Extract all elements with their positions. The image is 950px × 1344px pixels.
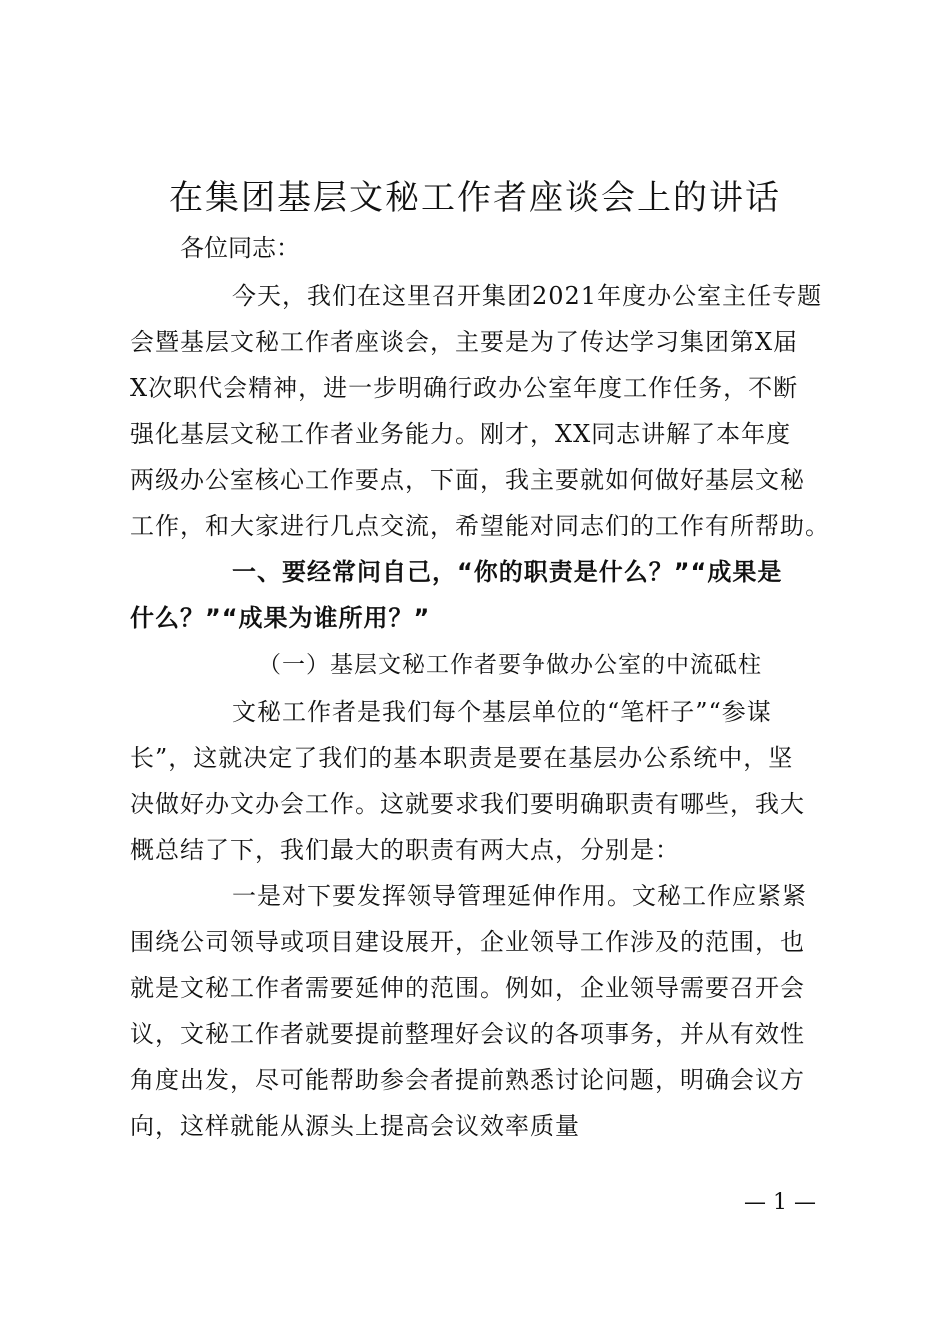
greeting: 各位同志：: [180, 234, 300, 262]
paragraph-line: 文秘工作者是我们每个基层单位的“笔杆子”“参谋: [232, 698, 772, 726]
paragraph-line: 议，文秘工作者就要提前整理好会议的各项事务，并从有效性: [130, 1020, 805, 1048]
paragraph-line: 围绕公司领导或项目建设展开，企业领导工作涉及的范围，也: [130, 928, 805, 956]
paragraph-line: 决做好办文办会工作。这就要求我们要明确职责有哪些，我大: [130, 790, 805, 818]
paragraph-line: 角度出发，尽可能帮助参会者提前熟悉讨论问题，明确会议方: [130, 1066, 805, 1094]
paragraph-line: 一是对下要发挥领导管理延伸作用。文秘工作应紧紧: [232, 882, 807, 910]
paragraph-line: 就是文秘工作者需要延伸的范围。例如，企业领导需要召开会: [130, 974, 805, 1002]
page-number: — 1 —: [744, 1190, 816, 1215]
paragraph-line: 概总结了下，我们最大的职责有两大点，分别是：: [130, 836, 680, 864]
paragraph-line: 长”，这就决定了我们的基本职责是要在基层办公系统中，坚: [130, 744, 794, 772]
section-heading: 一、要经常问自己，“你的职责是什么？”“成果是: [232, 558, 783, 586]
paragraph-line: 工作，和大家进行几点交流，希望能对同志们的工作有所帮助。: [130, 512, 830, 540]
paragraph-line: 强化基层文秘工作者业务能力。刚才，XX同志讲解了本年度: [130, 420, 792, 448]
paragraph-line: 会暨基层文秘工作者座谈会，主要是为了传达学习集团第X届: [130, 328, 799, 356]
paragraph-line: X次职代会精神，进一步明确行政办公室年度工作任务，不断: [130, 374, 799, 402]
paragraph-line: 今天，我们在这里召开集团2021年度办公室主任专题: [232, 282, 823, 310]
paragraph-line: 两级办公室核心工作要点，下面，我主要就如何做好基层文秘: [130, 466, 805, 494]
paragraph-line: 向，这样就能从源头上提高会议效率质量: [130, 1112, 580, 1140]
subsection-heading: （一）基层文秘工作者要争做办公室的中流砥柱: [258, 652, 762, 678]
document-title: 在集团基层文秘工作者座谈会上的讲话: [169, 178, 781, 218]
section-heading: 什么？”“成果为谁所用？”: [130, 604, 431, 632]
